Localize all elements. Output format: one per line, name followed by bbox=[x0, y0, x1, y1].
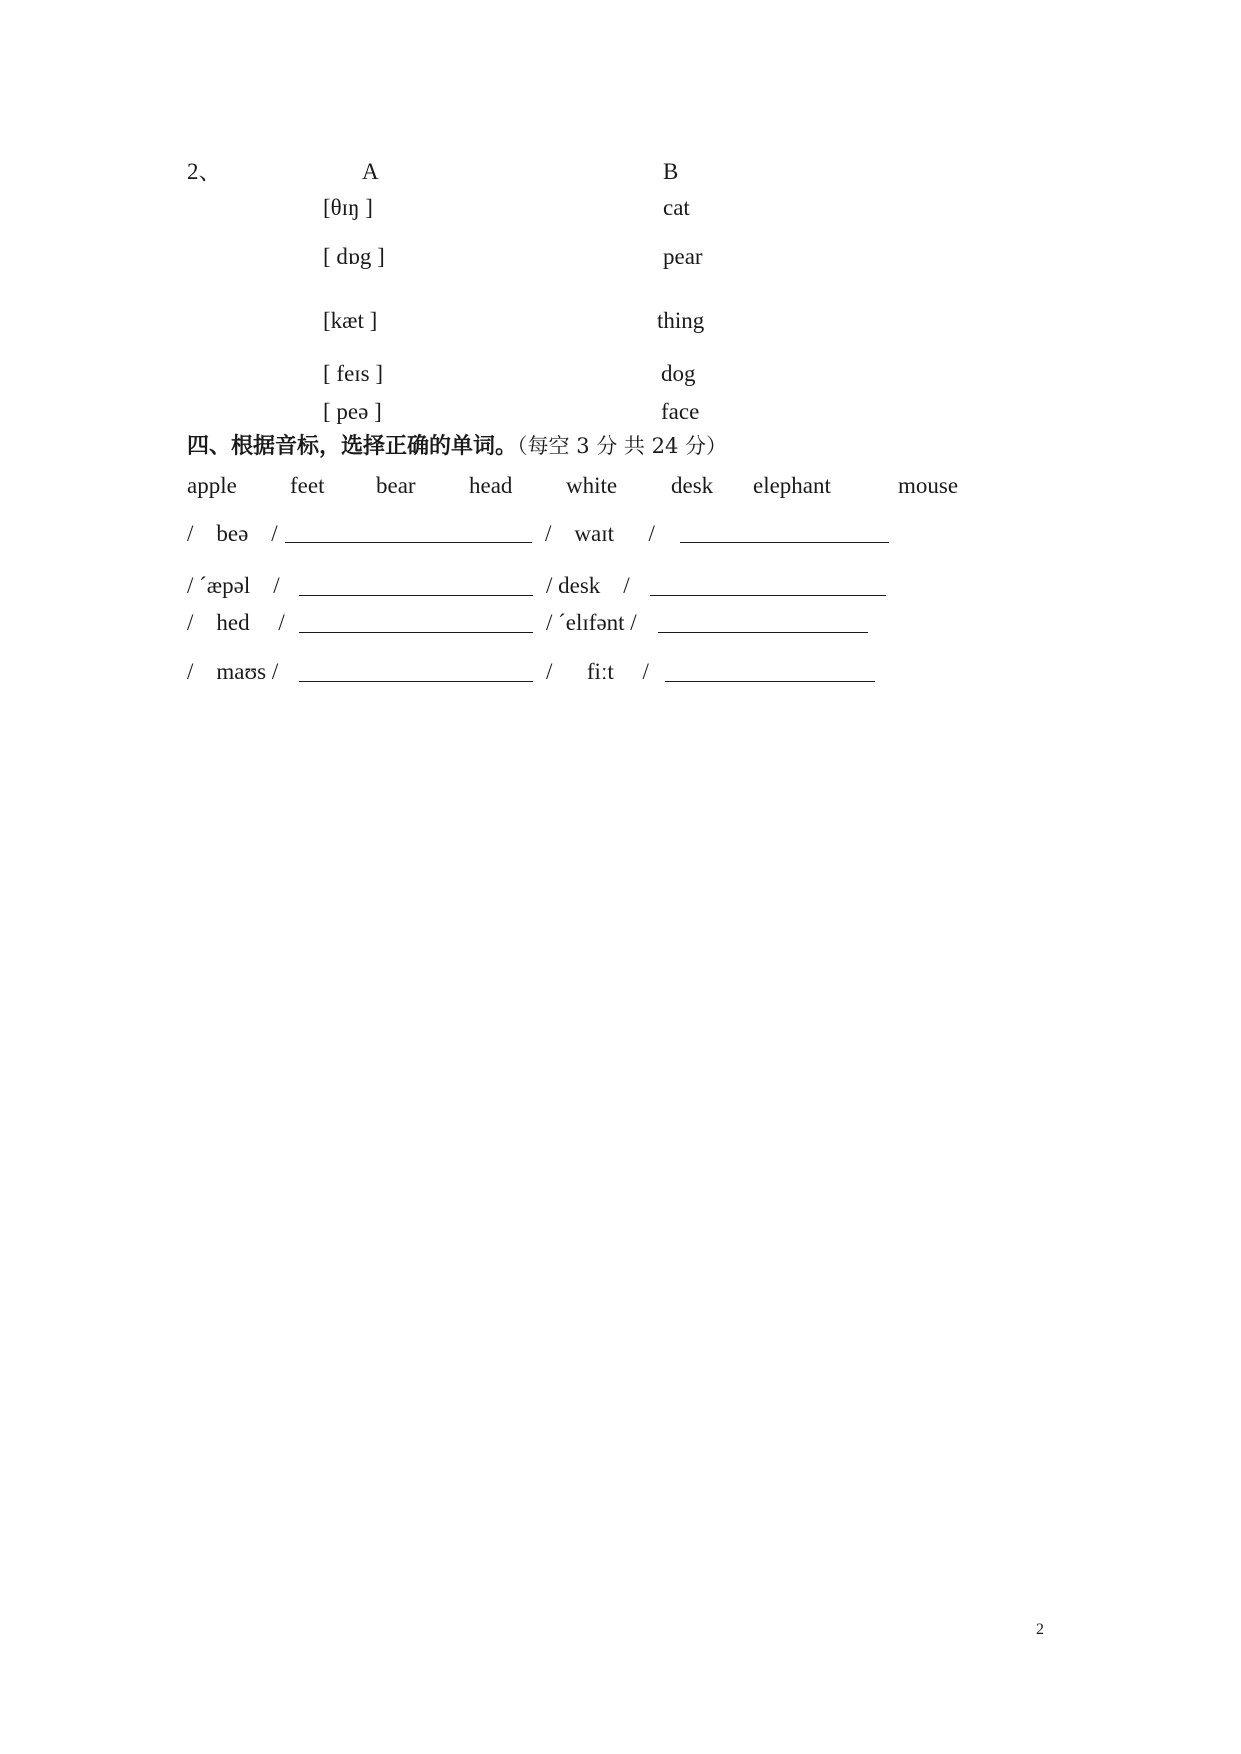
word-item: dog bbox=[661, 361, 696, 386]
section-heading bbox=[187, 434, 727, 458]
phonetic-item: [ feɪs ] bbox=[323, 361, 384, 386]
word-bank-item: head bbox=[469, 473, 513, 498]
answer-blank[interactable] bbox=[650, 595, 886, 596]
answer-blank[interactable] bbox=[299, 595, 533, 596]
page-number: 2 bbox=[1036, 1621, 1044, 1638]
phonetic-prompt: / beə / bbox=[187, 521, 278, 546]
word-item: thing bbox=[657, 308, 705, 333]
word-bank-item: white bbox=[566, 473, 618, 498]
word-bank-item: bear bbox=[376, 473, 416, 498]
word-bank-item: desk bbox=[671, 473, 714, 498]
word-bank-item: apple bbox=[187, 473, 237, 498]
answer-blank[interactable] bbox=[299, 632, 533, 633]
question-number: 2、 bbox=[187, 159, 222, 184]
phonetic-prompt: / waɪt / bbox=[545, 521, 655, 546]
phonetic-prompt: / hed / bbox=[187, 610, 285, 635]
phonetic-item: [θɪŋ ] bbox=[323, 195, 373, 220]
word-bank-item: feet bbox=[290, 473, 325, 498]
answer-blank[interactable] bbox=[680, 542, 889, 543]
section-title: 四、根据音标，选择正确的单词。 bbox=[187, 434, 518, 459]
answer-blank[interactable] bbox=[665, 681, 875, 682]
word-item: face bbox=[661, 399, 700, 424]
answer-blank[interactable] bbox=[285, 542, 532, 543]
answer-blank[interactable] bbox=[658, 632, 868, 633]
answer-blank[interactable] bbox=[299, 681, 533, 682]
word-bank-item: elephant bbox=[753, 473, 831, 498]
phonetic-item: [ dɒg ] bbox=[323, 244, 385, 269]
section-score-note: （每空 3 分 共 24 分） bbox=[517, 434, 727, 458]
column-b-header: B bbox=[663, 159, 679, 184]
word-bank-item: mouse bbox=[898, 473, 959, 498]
phonetic-prompt: / desk / bbox=[546, 573, 630, 598]
phonetic-prompt: / maʊs / bbox=[187, 659, 279, 684]
phonetic-item: [ peə ] bbox=[323, 399, 382, 424]
column-a-header: A bbox=[362, 159, 379, 184]
word-item: cat bbox=[663, 195, 690, 220]
phonetic-prompt: / fiːt / bbox=[546, 659, 649, 684]
word-item: pear bbox=[663, 244, 703, 269]
phonetic-prompt: / ˊelɪfənt / bbox=[546, 610, 637, 635]
phonetic-item: [kæt ] bbox=[323, 308, 378, 333]
phonetic-prompt: / ˊæpəl / bbox=[187, 573, 280, 598]
